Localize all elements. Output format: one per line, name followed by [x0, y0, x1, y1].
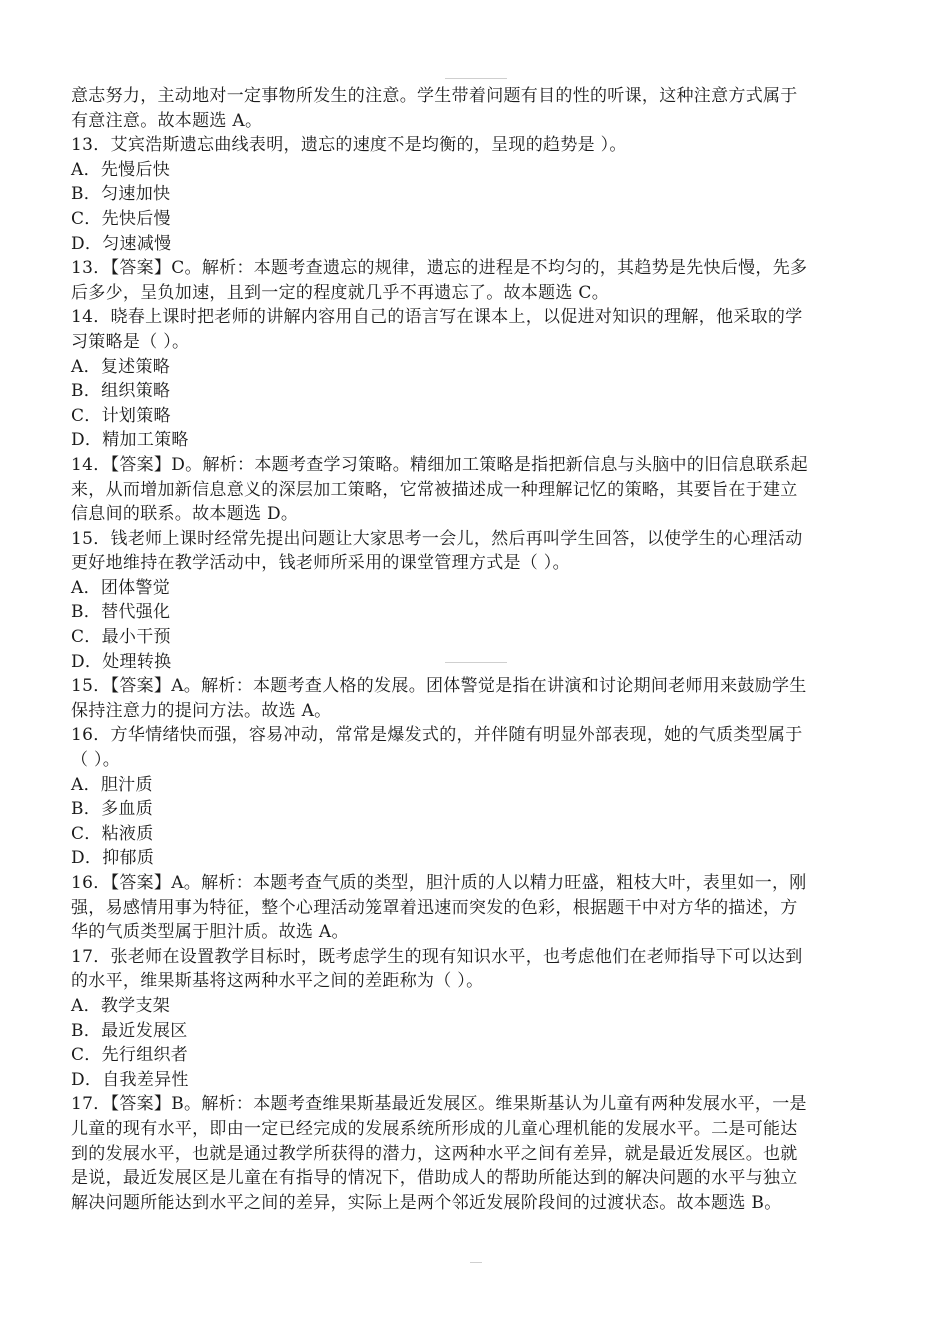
text-line: （ ）。 [71, 750, 121, 771]
text-line: A．教学支架 [71, 995, 171, 1016]
text-line: 15．钱老师上课时经常先提出问题让大家思考一会儿，然后再叫学生回答，以使学生的心理活动 [71, 528, 803, 549]
text-line: C．先快后慢 [71, 208, 171, 229]
text-line: 华的气质类型属于胆汁质。故选 A。 [71, 922, 349, 943]
text-line: 来，从而增加新信息意义的深层加工策略，它常被描述成一种理解记忆的策略，其要旨在于建立 [71, 479, 798, 500]
text-line: 意志努力，主动地对一定事物所发生的注意。学生带着问题有目的性的听课，这种注意方式属于 [71, 86, 798, 106]
text-line: C．先行组织者 [71, 1045, 189, 1066]
text-line: 16．方华情绪快而强，容易冲动，常常是爆发式的，并伴随有明显外部表现，她的气质类型属于 [71, 725, 803, 746]
text-line: 14．晓春上课时把老师的讲解内容用自己的语言写在课本上，以促进对知识的理解，他采取的学 [71, 307, 803, 328]
text-line: 解决问题所能达到水平之间的差异，实际上是两个邻近发展阶段间的过渡状态。故本题选 B。 [71, 1192, 782, 1213]
text-line: 17．张老师在设置教学目标时，既考虑学生的现有知识水平，也考虑他们在老师指导下可以达到 [71, 946, 803, 967]
text-line: D．抑郁质 [71, 848, 155, 869]
text-line: 的水平，维果斯基将这两种水平之间的差距称为（ ）。 [71, 971, 484, 992]
text-line: B．组织策略 [71, 381, 171, 402]
text-line: A．复述策略 [71, 356, 171, 377]
text-line: A．团体警觉 [71, 577, 171, 598]
text-line: C．计划策略 [71, 405, 171, 426]
text-line: 13．【答案】C。解析：本题考查遗忘的规律，遗忘的进程是不均匀的，其趋势是先快后慢，先多 [71, 258, 808, 279]
text-line: 13．艾宾浩斯遗忘曲线表明，遗忘的速度不是均衡的，呈现的趋势是 ）。 [71, 135, 627, 156]
text-line: C．粘液质 [71, 823, 154, 844]
text-line: 强，易感情用事为特征，整个心理活动笼罩着迅速而突发的色彩，根据题干中对方华的描述，方 [71, 897, 798, 918]
text-line: D．自我差异性 [71, 1069, 189, 1090]
text-line: 儿童的现有水平，即由一定已经完成的发展系统所形成的儿童心理机能的发展水平。二是可能达 [71, 1118, 798, 1139]
document-body [71, 84, 883, 1215]
text-line: A．胆汁质 [71, 774, 153, 795]
text-line: D．匀速减慢 [71, 233, 172, 254]
text-line: D．处理转换 [71, 651, 172, 672]
text-line: 到的发展水平，也就是通过教学所获得的潜力，这两种水平之间有差异，就是最近发展区。也就 [71, 1143, 798, 1164]
text-line: 有意注意。故本题选 A。 [71, 110, 263, 131]
top-divider [445, 78, 507, 79]
page-footer-mark [470, 1262, 482, 1263]
text-line: 信息间的联系。故本题选 D。 [71, 504, 299, 525]
text-line: B．最近发展区 [71, 1020, 188, 1041]
text-line: 习策略是（ ）。 [71, 331, 190, 352]
text-line: C．最小干预 [71, 627, 171, 648]
text-line: 17．【答案】B。解析：本题考查维果斯基最近发展区。维果斯基认为儿童有两种发展水平，一是 [71, 1094, 807, 1115]
text-line: B．多血质 [71, 799, 153, 820]
text-line: 更好地维持在教学活动中，钱老师所采用的课堂管理方式是（ ）。 [71, 553, 570, 574]
text-line: 15．【答案】A。解析：本题考查人格的发展。团体警觉是指在讲演和讨论期间老师用来鼓励学生 [71, 676, 807, 697]
text-line: A．先慢后快 [71, 159, 171, 180]
text-line: 14．【答案】D。解析：本题考查学习策略。精细加工策略是指把新信息与头脑中的旧信息联系起 [71, 454, 808, 475]
text-line: B．替代强化 [71, 602, 171, 623]
text-line: 是说，最近发展区是儿童在有指导的情况下，借助成人的帮助所能达到的解决问题的水平与独立 [71, 1168, 798, 1189]
text-line: 16．【答案】A。解析：本题考查气质的类型，胆汁质的人以精力旺盛，粗枝大叶，表里如一，刚 [71, 873, 807, 893]
text-line: B．匀速加快 [71, 184, 171, 205]
text-line: 后多少，呈负加速，且到一定的程度就几乎不再遗忘了。故本题选 C。 [71, 282, 610, 303]
text-line: 保持注意力的提问方法。故选 A。 [71, 700, 332, 721]
text-line: D．精加工策略 [71, 430, 189, 451]
